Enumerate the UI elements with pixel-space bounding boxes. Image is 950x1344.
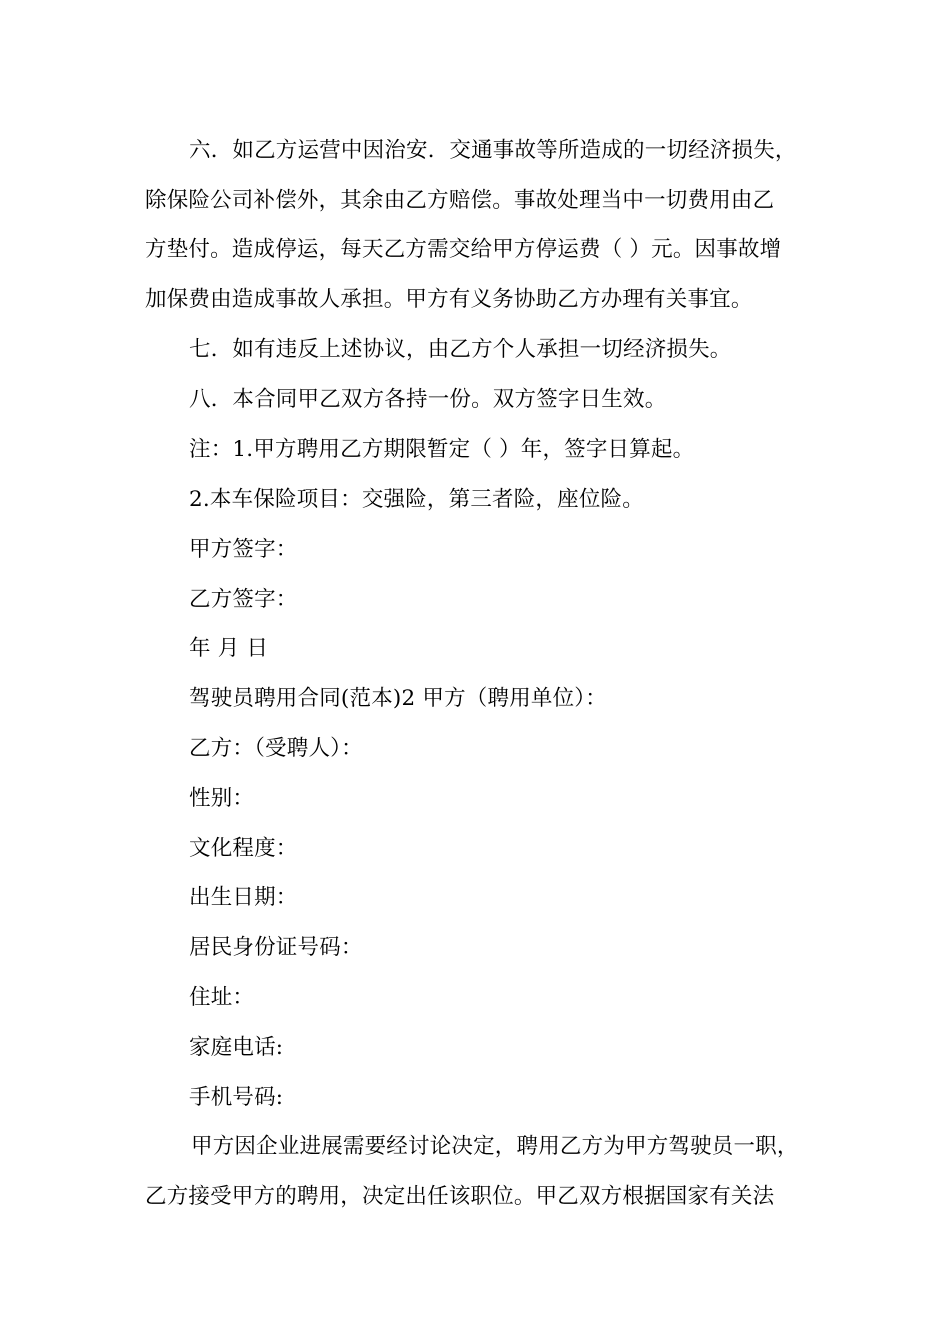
clause-6-line-4: 加保费由造成事故人承担。甲方有义务协助乙方办理有关事宜。 [145,287,753,312]
date-line: 年 月 日 [189,636,269,661]
clause-6-line-1: 六．如乙方运营中因治安．交通事故等所造成的一切经济损失， [189,138,797,163]
birthdate-field: 出生日期： [189,885,298,910]
party-b-field: 乙方：（受聘人）： [189,736,363,761]
home-phone-field: 家庭电话: [189,1035,284,1060]
address-field: 住址： [189,985,255,1010]
education-field: 文化程度： [189,836,298,861]
gender-field: 性别： [189,786,255,811]
body-paragraph-line-1: 甲方因企业进展需要经讨论决定，聘用乙方为甲方驾驶员一职， [191,1134,799,1159]
clause-6-line-3: 方垫付。造成停运，每天乙方需交给甲方停运费（ ）元。因事故增 [145,237,782,262]
party-a-signature: 甲方签字： [189,537,298,562]
note-1: 注：1.甲方聘用乙方期限暂定（ ）年，签字日算起。 [189,437,695,462]
mobile-field: 手机号码: [189,1085,284,1110]
contract-title-party-a: 驾驶员聘用合同(范本)2 甲方（聘用单位）： [189,686,607,711]
note-2: 2.本车保险项目：交强险，第三者险，座位险。 [189,487,644,512]
body-paragraph-line-2: 乙方接受甲方的聘用，决定出任该职位。甲乙双方根据国家有关法 [145,1184,775,1209]
clause-8: 八．本合同甲乙双方各持一份。双方签字日生效。 [189,387,667,412]
clause-7: 七．如有违反上述协议，由乙方个人承担一切经济损失。 [189,337,732,362]
id-number-field: 居民身份证号码： [189,935,363,960]
party-b-signature: 乙方签字： [189,587,298,612]
clause-6-line-2: 除保险公司补偿外，其余由乙方赔偿。事故处理当中一切费用由乙 [145,188,775,213]
